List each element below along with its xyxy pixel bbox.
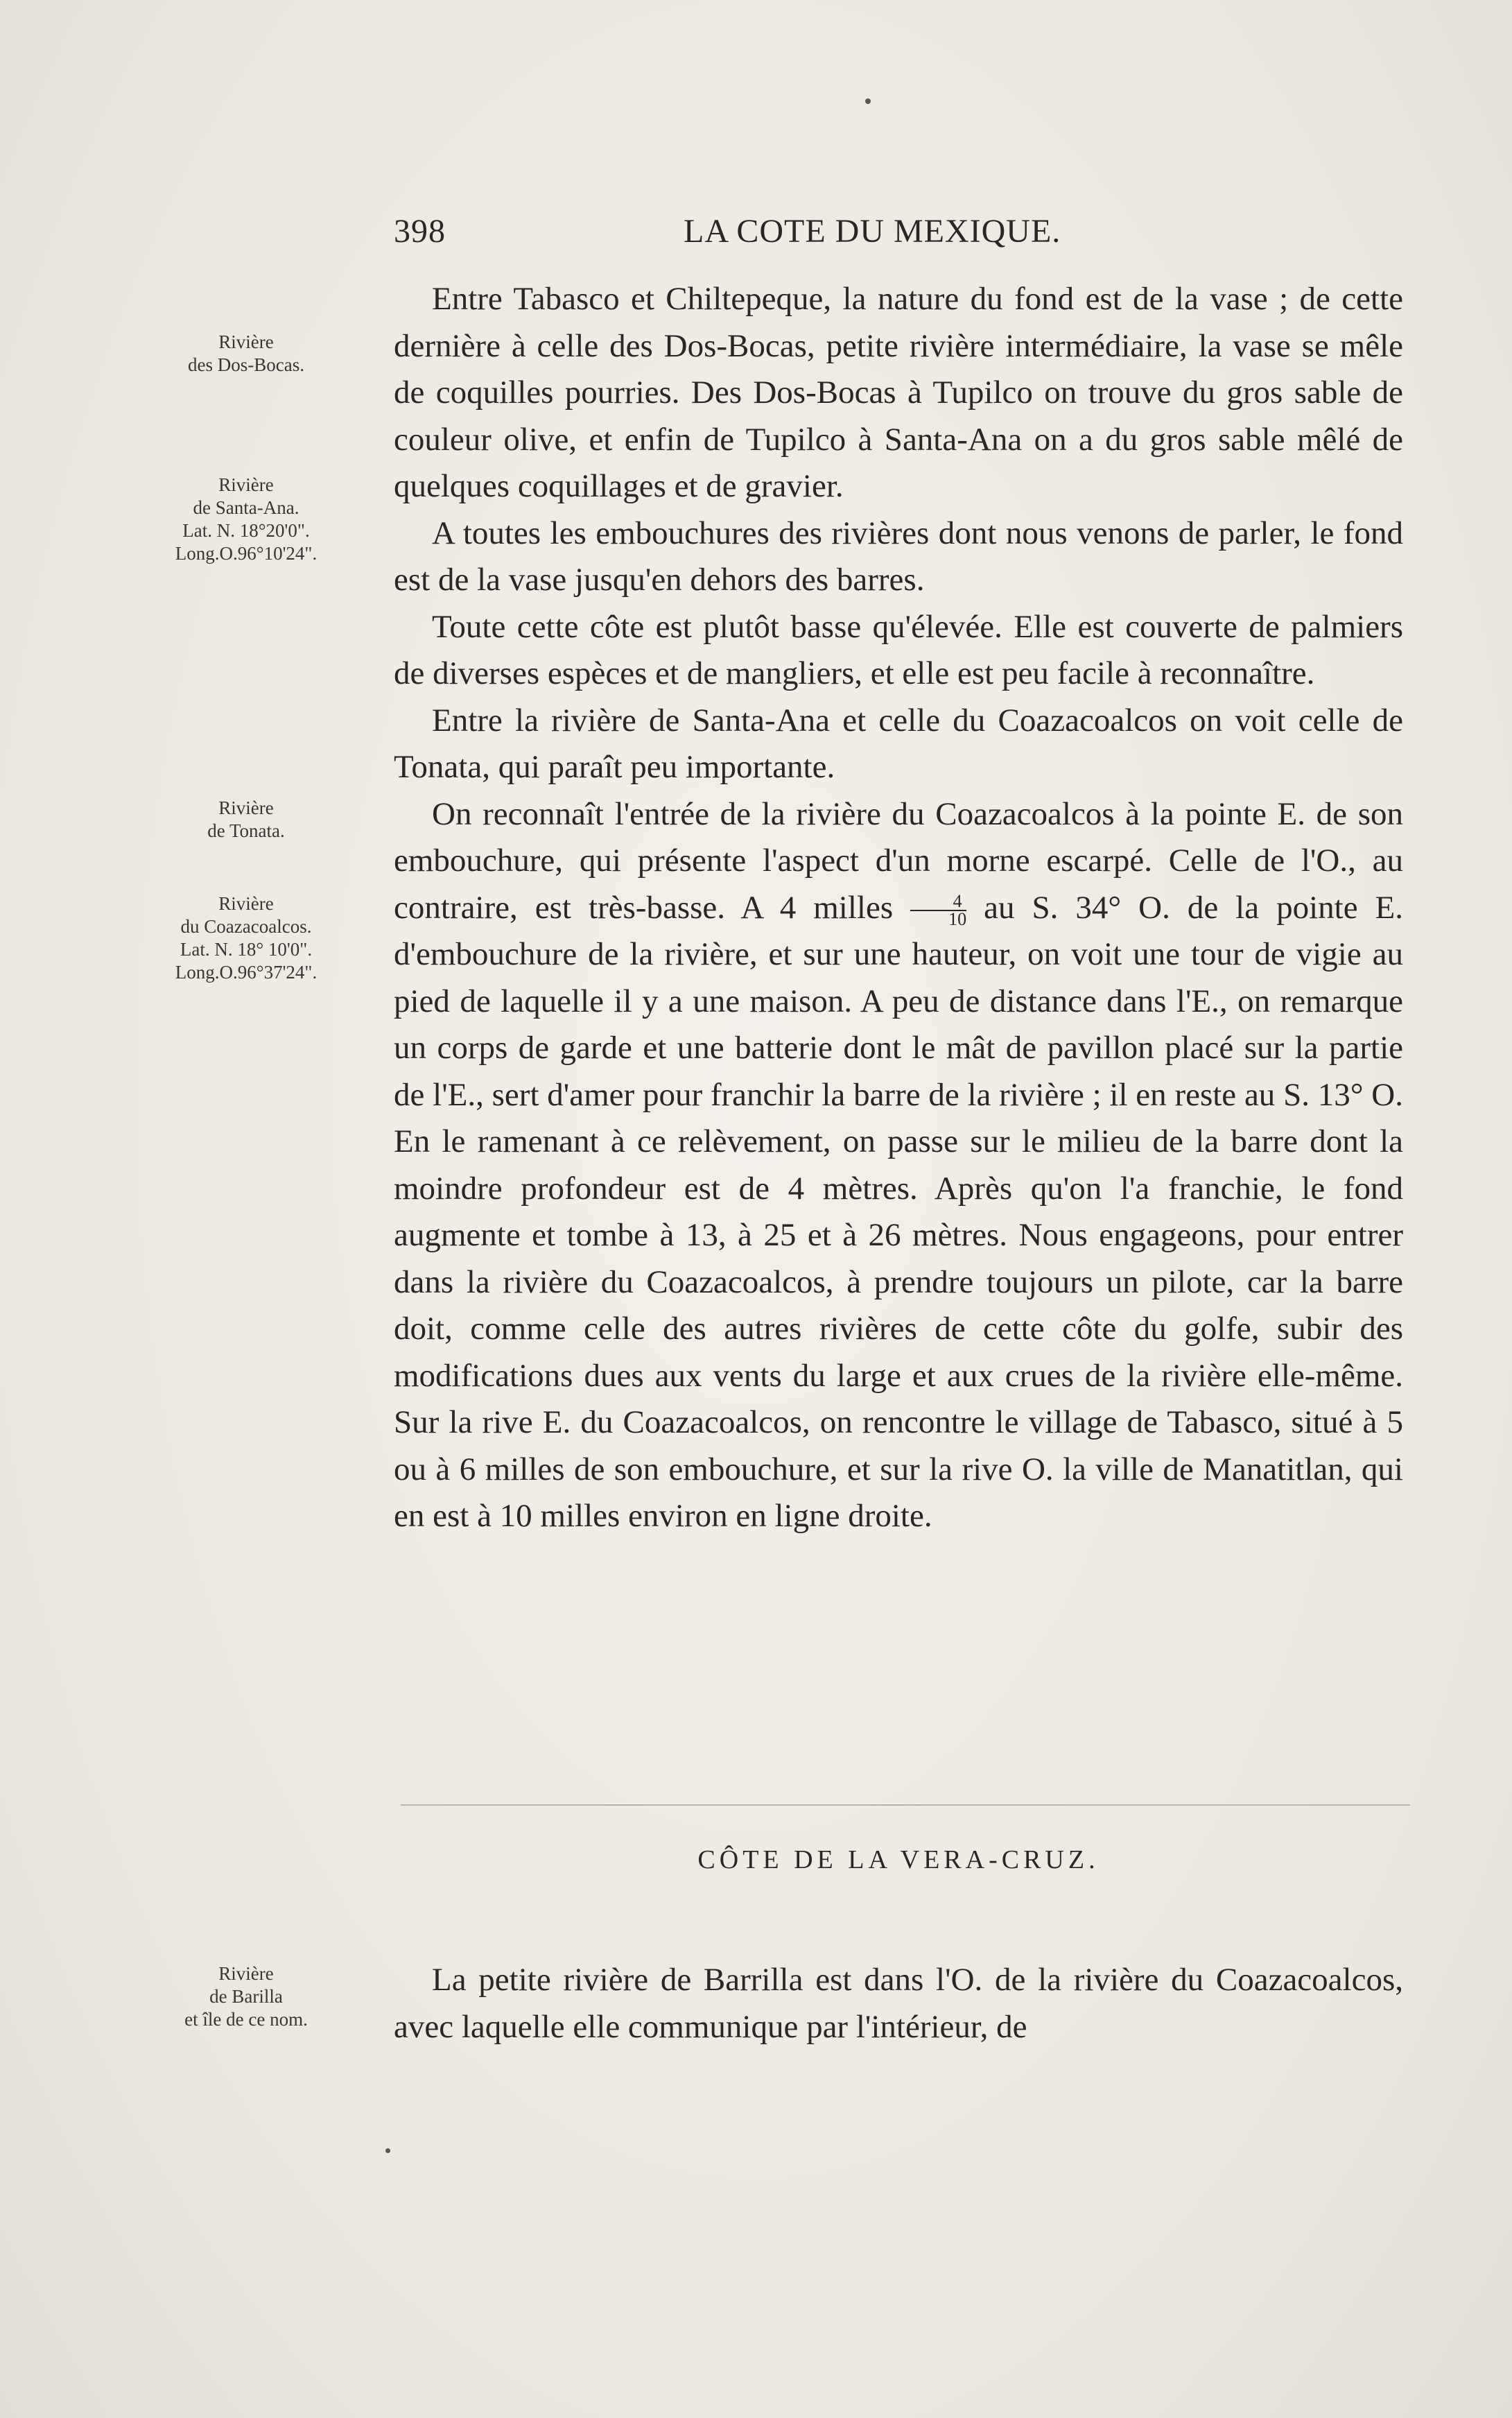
margin-note-barrilla bbox=[139, 1962, 354, 2031]
margin-note-line: des Dos-Bocas. bbox=[188, 354, 304, 375]
margin-note-line: du Coazacoalcos. bbox=[180, 916, 312, 937]
margin-note-line: et île de ce nom. bbox=[184, 2009, 308, 2030]
running-title: LA COTE DU MEXIQUE. bbox=[684, 213, 1061, 250]
margin-note-line: Lat. N. 18° 10'0". bbox=[180, 939, 313, 960]
margin-note-line: de Barilla bbox=[209, 1986, 283, 2007]
margin-note-line: Long.O.96°37'24". bbox=[175, 962, 318, 983]
margin-note-line: Rivière bbox=[218, 474, 274, 495]
margin-note-tonata bbox=[139, 797, 354, 843]
paragraph: Entre la rivière de Santa-Ana et celle du Coazacoalcos on voit celle de Tonata, qui paraît peu importante. bbox=[394, 702, 1403, 785]
margin-note-line: Rivière bbox=[218, 893, 274, 914]
paragraph-coazacoalcos bbox=[394, 791, 1403, 1540]
fraction bbox=[910, 890, 967, 929]
main-text bbox=[394, 276, 1403, 1540]
paragraph-text: au S. 34° O. de la pointe E. d'embouchure de la rivière, et sur une hauteur, on voit une tour de vigie au pied de laquelle il y a une maison. A peu de distance dans l'E., on remarque un corps de garde et une batterie dont le mât de pavillon placé sur la partie de l'E., sert d'amer pour franchir la barre de la rivière ; il en reste au S. 13° O. En le ramenant à ce relèvement, on passe sur le milieu de la barre dont la moindre profondeur est de 4 mètres. Après qu'on l'a franchie, le fond augmente et tombe à 13, à 25 et à 26 mètres. Nous engageons, pour entrer dans la rivière du Coazacoalcos, à prendre toujours un pilote, car la barre doit, comme celle des autres rivières de cette côte du golfe, subir des modifications dues aux vents du large et aux crues de la rivière elle-même. Sur la rive E. du Coazacoalcos, on rencontre le village de Tabasco, situé à 5 ou à 6 milles de son embouchure, et sur la rive O. la ville de Manatitlan, qui en est à 10 milles environ en ligne droite. bbox=[394, 889, 1404, 1534]
fraction-numerator: 4 bbox=[910, 893, 966, 911]
margin-note-dos-bocas bbox=[139, 331, 354, 377]
page-header bbox=[394, 212, 1403, 257]
section-heading: CÔTE DE LA VERA-CRUZ. bbox=[697, 1845, 1100, 1874]
fraction-denominator: 10 bbox=[948, 908, 967, 929]
paragraph: Toute cette côte est plutôt basse qu'élevée. Elle est couverte de palmiers de diverses espèces et de mangliers, et elle est peu facile à reconnaître. bbox=[394, 608, 1403, 691]
ink-speck bbox=[385, 2148, 390, 2153]
margin-note-line: Long.O.96°10'24". bbox=[175, 543, 318, 564]
section-divider bbox=[401, 1804, 1410, 1806]
margin-note-line: Lat. N. 18°20'0". bbox=[182, 520, 310, 541]
margin-note-coazacoalcos bbox=[139, 892, 354, 984]
page-number: 398 bbox=[394, 213, 446, 250]
margin-note-line: de Tonata. bbox=[207, 820, 285, 841]
margin-note-line: Rivière bbox=[218, 1963, 274, 1984]
margin-note-line: Rivière bbox=[218, 797, 274, 818]
paragraph-text: On reconnaît l'entrée de la rivière du Coazacoalcos à la pointe E. de son embouchure, qui présente l'aspect d'un morne escarpé. Celle de l'O., au contraire, est très-basse. A 4 milles bbox=[394, 795, 1403, 926]
margin-note-santa-ana bbox=[139, 474, 354, 565]
margin-note-line: Rivière bbox=[218, 331, 274, 352]
ink-speck bbox=[865, 98, 871, 104]
margin-note-line: de Santa-Ana. bbox=[193, 497, 299, 518]
paragraph: Entre Tabasco et Chiltepeque, la nature du fond est de la vase ; de cette dernière à celle des Dos-Bocas, petite rivière intermédiaire, la vase se mêle de coquilles pourries. Des Dos-Bocas à Tupilco on trouve du gros sable de couleur olive, et enfin de Tupilco à Santa-Ana on a du gros sable mêlé de quelques coquillages et de gravier. bbox=[394, 281, 1403, 504]
section-text bbox=[394, 1957, 1403, 2050]
paragraph: A toutes les embouchures des rivières dont nous venons de parler, le fond est de la vase jusqu'en dehors des barres. bbox=[394, 515, 1403, 598]
paragraph: La petite rivière de Barrilla est dans l'O. de la rivière du Coazacoalcos, avec laquelle elle communique par l'intérieur, de bbox=[394, 1962, 1403, 2045]
